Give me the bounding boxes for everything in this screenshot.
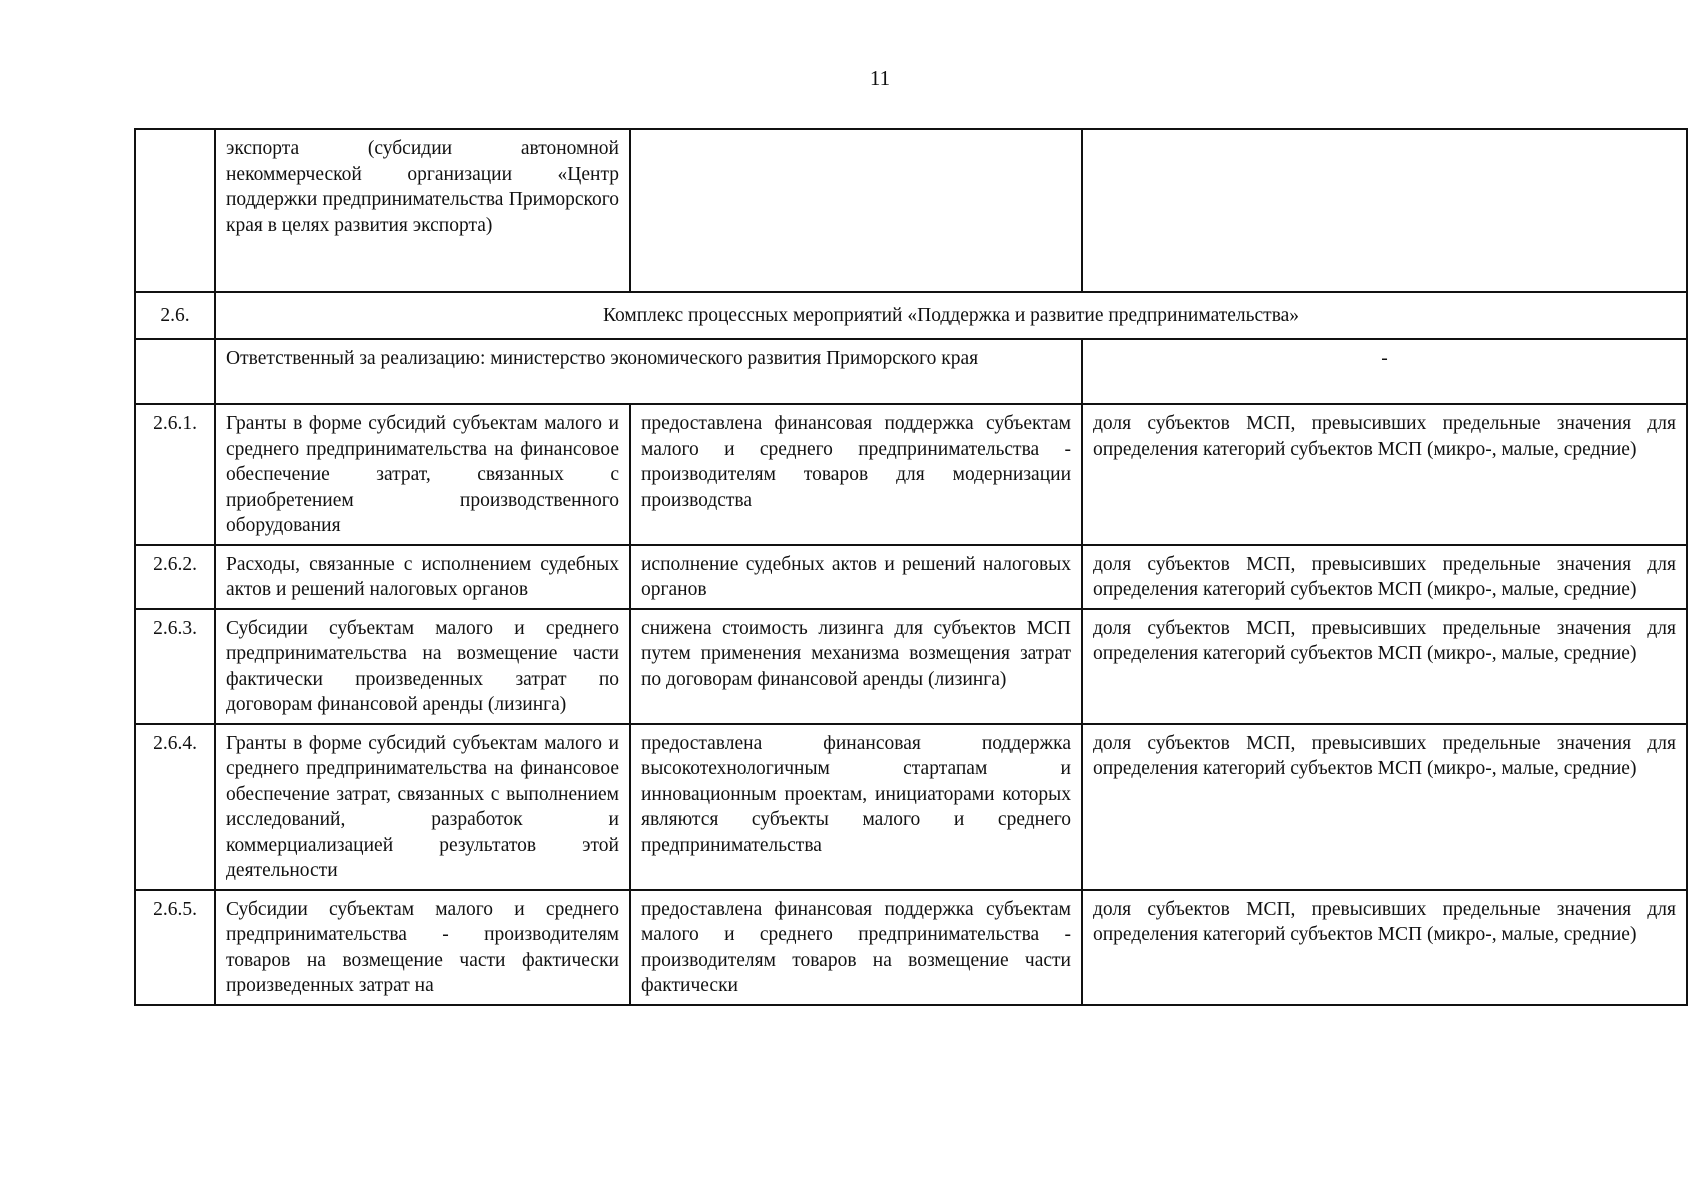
table-row (135, 724, 1687, 890)
responsible-value-cell: - (1082, 339, 1687, 404)
measure-indicator-cell (1082, 129, 1687, 292)
row-number-cell: 2.6.2. (135, 545, 215, 609)
measure-indicator-cell: доля субъектов МСП, превысивших предельные значения для определения категорий субъектов МСП (микро-, малые, средние) (1082, 609, 1687, 724)
measure-name-cell: Субсидии субъектам малого и среднего предпринимательства - производителям товаров на возмещение части фактически произведенных затрат на (215, 890, 630, 1005)
responsible-number-cell (135, 339, 215, 404)
measure-indicator-cell: доля субъектов МСП, превысивших предельные значения для определения категорий субъектов МСП (микро-, малые, средние) (1082, 545, 1687, 609)
measure-name-cell: Гранты в форме субсидий субъектам малого и среднего предпринимательства на финансовое обеспечение затрат, связанных с приобретением производственного оборудования (215, 404, 630, 545)
measure-result-cell (630, 129, 1082, 292)
table-row-section (135, 292, 1687, 339)
measure-result-cell: исполнение судебных актов и решений налоговых органов (630, 545, 1082, 609)
measure-result-cell: снижена стоимость лизинга для субъектов МСП путем применения механизма возмещения затрат по договорам финансовой аренды (лизинга) (630, 609, 1082, 724)
row-number-cell: 2.6.1. (135, 404, 215, 545)
measure-name-cell: Расходы, связанные с исполнением судебных актов и решений налоговых органов (215, 545, 630, 609)
row-number-cell: 2.6.3. (135, 609, 215, 724)
table-row-responsible (135, 339, 1687, 404)
section-title-cell: Комплекс процессных мероприятий «Поддержка и развитие предпринимательства» (215, 292, 1687, 339)
measures-table (134, 128, 1688, 1006)
measure-indicator-cell: доля субъектов МСП, превысивших предельные значения для определения категорий субъектов МСП (микро-, малые, средние) (1082, 890, 1687, 1005)
section-number-cell: 2.6. (135, 292, 215, 339)
measure-indicator-cell: доля субъектов МСП, превысивших предельные значения для определения категорий субъектов МСП (микро-, малые, средние) (1082, 724, 1687, 890)
table-row (135, 545, 1687, 609)
row-number-cell: 2.6.4. (135, 724, 215, 890)
page-number: 11 (869, 66, 891, 90)
measure-indicator-cell: доля субъектов МСП, превысивших предельные значения для определения категорий субъектов МСП (микро-, малые, средние) (1082, 404, 1687, 545)
measure-name-cell: Субсидии субъектам малого и среднего предпринимательства на возмещение части фактически произведенных затрат по договорам финансовой аренды (лизинга) (215, 609, 630, 724)
responsible-text-cell: Ответственный за реализацию: министерство экономического развития Приморского края (215, 339, 1082, 404)
measure-name-cell: экспорта (субсидии автономной некоммерческой организации «Центр поддержки предпринимательства Приморского края в целях развития экспорта) (215, 129, 630, 292)
table-row-continuation (135, 129, 1687, 292)
measure-name-cell: Гранты в форме субсидий субъектам малого и среднего предпринимательства на финансовое обеспечение затрат, связанных с выполнением исследований, разработок и коммерциализацией результатов этой деятельности (215, 724, 630, 890)
measure-result-cell: предоставлена финансовая поддержка высокотехнологичным стартапам и инновационным проектам, инициаторами которых являются субъекты малого и среднего предпринимательства (630, 724, 1082, 890)
table-row (135, 609, 1687, 724)
row-number-cell (135, 129, 215, 292)
table-row (135, 890, 1687, 1005)
measure-result-cell: предоставлена финансовая поддержка субъектам малого и среднего предпринимательства - производителям товаров на возмещение части фактически (630, 890, 1082, 1005)
row-number-cell: 2.6.5. (135, 890, 215, 1005)
table-row (135, 404, 1687, 545)
measure-result-cell: предоставлена финансовая поддержка субъектам малого и среднего предпринимательства - производителям товаров для модернизации производства (630, 404, 1082, 545)
